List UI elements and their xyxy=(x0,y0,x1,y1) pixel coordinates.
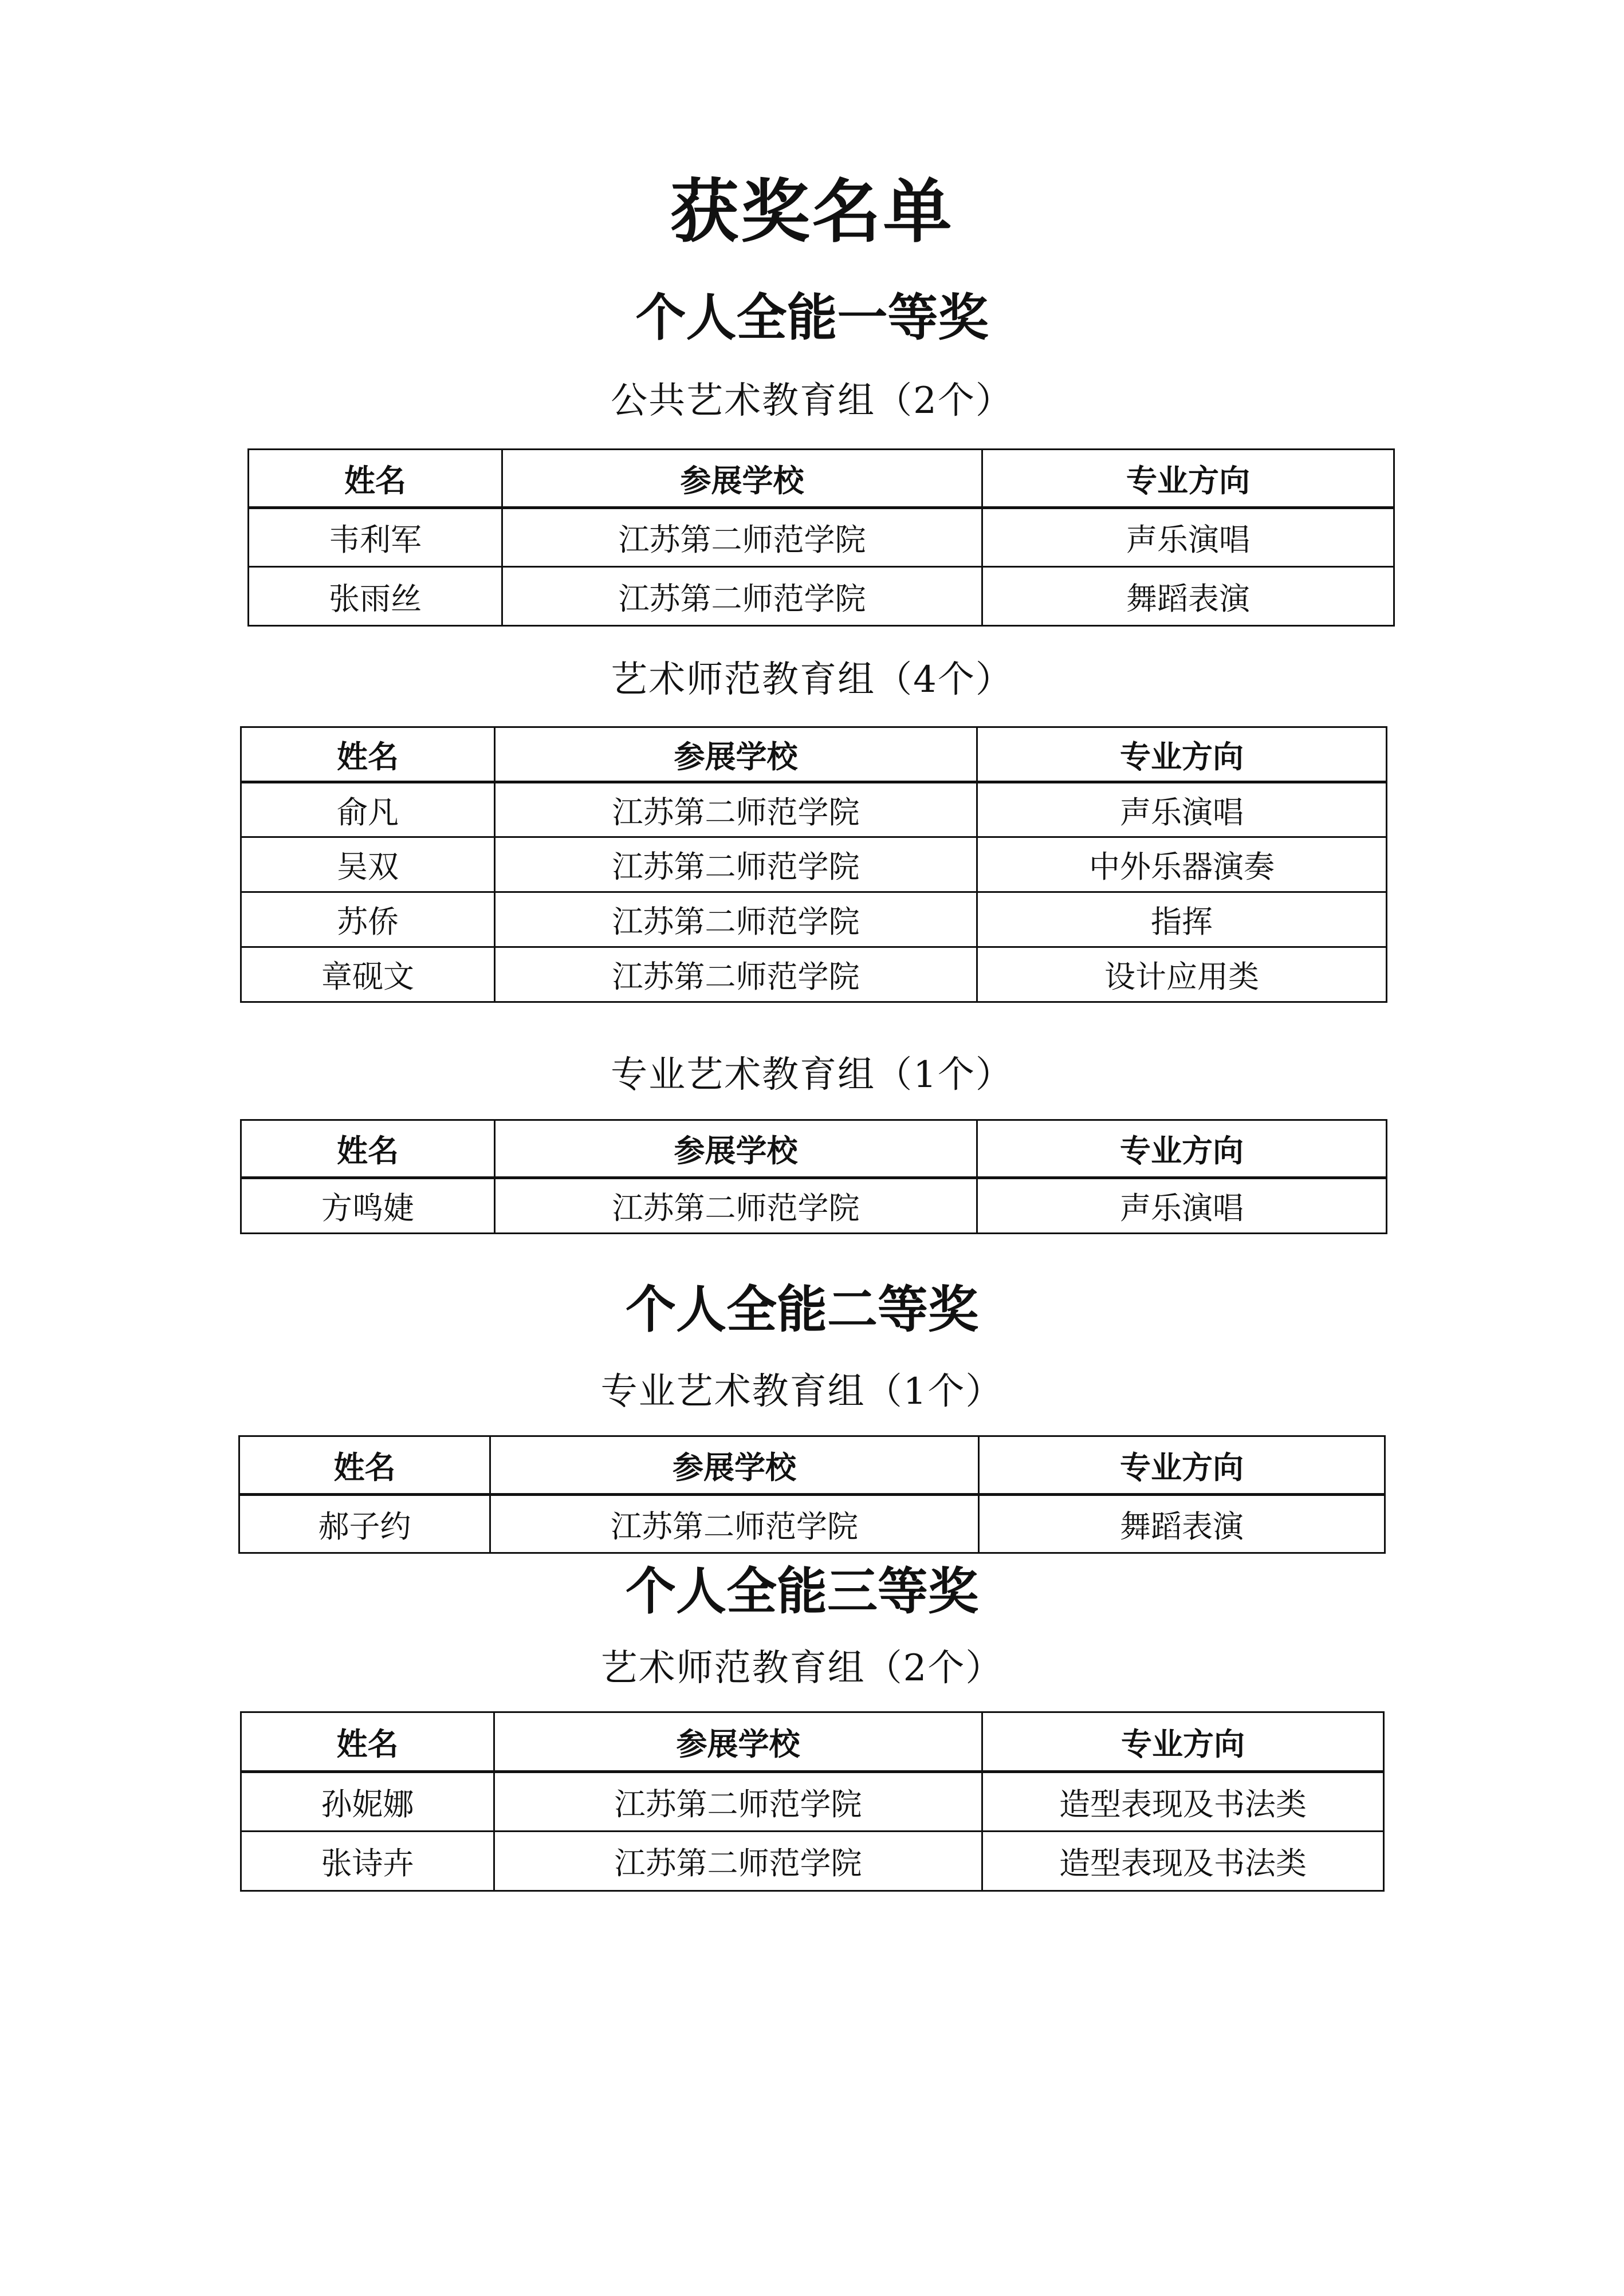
prize-heading-third: 个人全能三等奖 xyxy=(625,1562,978,1621)
prize-heading-first: 个人全能一等奖 xyxy=(635,288,989,347)
page-title: 获奖名单 xyxy=(670,171,954,252)
table-row xyxy=(241,837,1387,892)
cell-school: 江苏第二师范学院 xyxy=(502,567,982,626)
header-school: 参展学校 xyxy=(490,1436,979,1495)
table-row xyxy=(241,1772,1384,1832)
cell-school: 江苏第二师范学院 xyxy=(495,1178,977,1234)
table-header-row xyxy=(241,727,1387,782)
table-first-art-teacher xyxy=(240,726,1387,1003)
cell-name: 俞凡 xyxy=(241,782,495,837)
header-major: 专业方向 xyxy=(979,1436,1385,1495)
header-school: 参展学校 xyxy=(495,727,977,782)
header-school: 参展学校 xyxy=(502,450,982,508)
cell-school: 江苏第二师范学院 xyxy=(502,508,982,567)
table-third-art-teacher xyxy=(240,1711,1385,1892)
group-heading-professional-art: 专业艺术教育组（1个） xyxy=(600,1370,1004,1413)
cell-major: 中外乐器演奏 xyxy=(977,837,1387,892)
table-row xyxy=(239,1495,1385,1553)
table-header-row xyxy=(241,1712,1384,1772)
table-row xyxy=(241,947,1387,1002)
cell-name: 章砚文 xyxy=(241,947,495,1002)
cell-name: 张雨丝 xyxy=(249,567,502,626)
cell-school: 江苏第二师范学院 xyxy=(495,782,977,837)
table-row xyxy=(241,892,1387,947)
cell-major: 指挥 xyxy=(977,892,1387,947)
cell-school: 江苏第二师范学院 xyxy=(495,947,977,1002)
table-row xyxy=(249,567,1394,626)
cell-major: 舞蹈表演 xyxy=(982,567,1394,626)
cell-school: 江苏第二师范学院 xyxy=(495,837,977,892)
group-heading-art-teacher: 艺术师范教育组（4个） xyxy=(611,659,1013,701)
cell-major: 设计应用类 xyxy=(977,947,1387,1002)
header-name: 姓名 xyxy=(241,1712,494,1772)
header-major: 专业方向 xyxy=(977,727,1387,782)
group-heading-art-teacher: 艺术师范教育组（2个） xyxy=(600,1647,1004,1689)
cell-name: 孙妮娜 xyxy=(241,1772,494,1832)
cell-school: 江苏第二师范学院 xyxy=(495,892,977,947)
header-name: 姓名 xyxy=(241,727,495,782)
cell-name: 方鸣婕 xyxy=(241,1178,495,1234)
header-school: 参展学校 xyxy=(494,1712,982,1772)
cell-name: 郝子约 xyxy=(239,1495,490,1553)
cell-name: 苏侨 xyxy=(241,892,495,947)
cell-school: 江苏第二师范学院 xyxy=(494,1832,982,1891)
cell-major: 造型表现及书法类 xyxy=(982,1832,1384,1891)
header-major: 专业方向 xyxy=(982,1712,1384,1772)
table-row xyxy=(241,782,1387,837)
header-name: 姓名 xyxy=(239,1436,490,1495)
cell-name: 韦利军 xyxy=(249,508,502,567)
table-row xyxy=(241,1178,1387,1234)
group-heading-professional-art: 专业艺术教育组（1个） xyxy=(611,1054,1013,1096)
table-first-professional-art xyxy=(240,1119,1387,1234)
cell-major: 声乐演唱 xyxy=(977,1178,1387,1234)
cell-major: 舞蹈表演 xyxy=(979,1495,1385,1553)
cell-name: 张诗卉 xyxy=(241,1832,494,1891)
table-second-professional-art xyxy=(238,1435,1386,1554)
header-major: 专业方向 xyxy=(977,1120,1387,1178)
prize-heading-second: 个人全能二等奖 xyxy=(625,1280,978,1339)
table-row xyxy=(241,1832,1384,1891)
table-header-row xyxy=(249,450,1394,508)
group-heading-public-art: 公共艺术教育组（2个） xyxy=(611,380,1013,422)
table-header-row xyxy=(241,1120,1387,1178)
table-header-row xyxy=(239,1436,1385,1495)
header-name: 姓名 xyxy=(249,450,502,508)
cell-major: 声乐演唱 xyxy=(982,508,1394,567)
cell-school: 江苏第二师范学院 xyxy=(490,1495,979,1553)
header-school: 参展学校 xyxy=(495,1120,977,1178)
cell-school: 江苏第二师范学院 xyxy=(494,1772,982,1832)
cell-major: 造型表现及书法类 xyxy=(982,1772,1384,1832)
table-row xyxy=(249,508,1394,567)
table-first-public-art xyxy=(247,448,1395,627)
cell-name: 吴双 xyxy=(241,837,495,892)
header-major: 专业方向 xyxy=(982,450,1394,508)
header-name: 姓名 xyxy=(241,1120,495,1178)
cell-major: 声乐演唱 xyxy=(977,782,1387,837)
